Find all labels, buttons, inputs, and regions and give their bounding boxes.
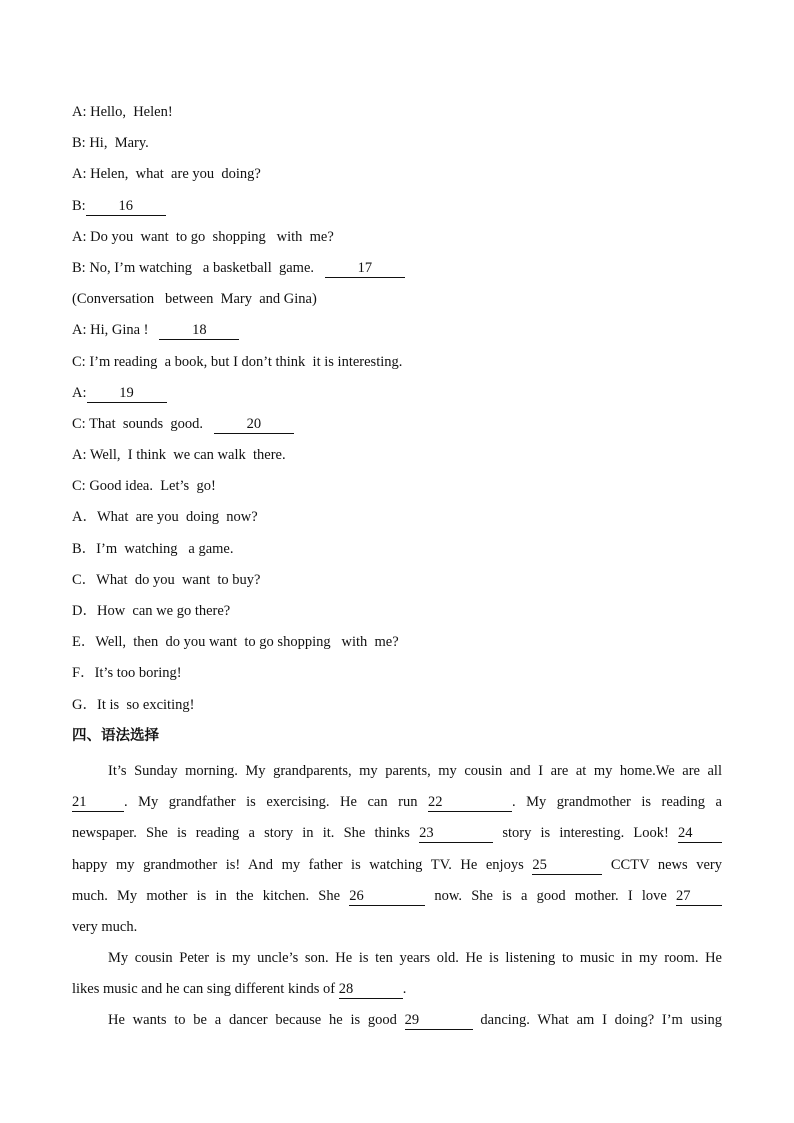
option-text: Well, then do you want to go shopping with me? (95, 634, 399, 651)
dialogue-line (72, 163, 722, 194)
dialogue-line (72, 351, 722, 382)
option-e (72, 631, 722, 662)
option-letter: D． (72, 603, 97, 619)
passage-text: He wants to be a dancer because he is good (108, 1012, 397, 1029)
dialogue-line (72, 226, 722, 257)
passage-text: newspaper. She is reading a story in it. She thinks (72, 825, 410, 842)
dialogue-line (72, 444, 722, 475)
option-letter: E． (72, 634, 96, 651)
worksheet-page (72, 101, 722, 1037)
option-text: What do you want to buy? (96, 571, 261, 588)
answer-blank-19[interactable]: 19 (87, 385, 167, 403)
passage-line (72, 912, 722, 943)
option-letter: C． (72, 571, 97, 588)
dialogue-text: B: Hi, Mary. (72, 135, 149, 152)
passage-text: likes music and he can sing different kinds of (72, 981, 336, 998)
option-text: How can we go there? (96, 603, 231, 619)
answer-blank-20[interactable]: 20 (214, 416, 294, 434)
passage-line (72, 1005, 722, 1036)
passage-line (72, 943, 722, 974)
passage-text: CCTV news very (610, 856, 723, 873)
passage-line (72, 974, 722, 1005)
passage-line (72, 818, 722, 849)
passage-text: very much. (72, 918, 138, 935)
answer-blank-16[interactable]: 16 (86, 198, 166, 216)
dialogue-text: A: Well, I think we can walk there. (72, 447, 286, 464)
answer-blank-28[interactable]: 28 (339, 981, 403, 999)
passage-text: It’s Sunday morning. My grandparents, my parents, my cousin and I are at my home.We are all (108, 762, 722, 779)
passage-line (72, 756, 722, 787)
option-letter: F． (72, 665, 95, 682)
option-text: I’m watching a game. (96, 540, 234, 557)
dialogue-prefix: A: (72, 384, 87, 401)
option-g (72, 694, 722, 725)
dialogue-line (72, 382, 722, 413)
answer-blank-24[interactable]: 24 (678, 825, 722, 843)
option-b (72, 538, 722, 569)
dialogue-line (72, 288, 722, 319)
answer-blank-25[interactable]: 25 (532, 857, 602, 875)
option-a (72, 506, 722, 537)
dialogue-line (72, 257, 722, 288)
passage-text: . My grandmother is reading a (511, 794, 722, 811)
passage-text: dancing. What am I doing? I’m using (480, 1012, 723, 1029)
dialogue-text: (Conversation between Mary and Gina) (72, 291, 317, 308)
dialogue-line (72, 101, 722, 132)
option-c (72, 569, 722, 600)
dialogue-prefix: B: (72, 197, 86, 214)
passage-text: much. My mother is in the kitchen. She (72, 887, 341, 904)
answer-blank-21[interactable]: 21 (72, 794, 124, 812)
dialogue-line (72, 132, 722, 163)
passage-text: happy my grandmother is! And my father is watching TV. He enjoys (72, 856, 524, 873)
answer-blank-23[interactable]: 23 (419, 825, 493, 843)
dialogue-text: C: I’m reading a book, but I don’t think it is interesting. (72, 353, 403, 370)
dialogue-text: C: Good idea. Let’s go! (72, 478, 216, 495)
option-text: It’s too boring! (94, 665, 182, 682)
passage-line (72, 787, 722, 818)
passage-text: . (402, 981, 407, 998)
passage-text: story is interesting. Look! (502, 825, 669, 842)
option-letter: A． (72, 509, 97, 526)
dialogue-text: A: Hello, Helen! (72, 104, 173, 120)
dialogue-line (72, 319, 722, 350)
passage-text: . My grandfather is exercising. He can run (124, 794, 418, 811)
answer-blank-29[interactable]: 29 (405, 1012, 473, 1030)
option-letter: B． (72, 540, 97, 557)
answer-blank-18[interactable]: 18 (159, 322, 239, 340)
option-letter: G． (72, 696, 97, 713)
option-text: It is so exciting! (96, 696, 195, 713)
dialogue-prefix: C: That sounds good. (72, 415, 214, 432)
option-f (72, 662, 722, 693)
passage-text: My cousin Peter is my uncle’s son. He is ten years old. He is listening to music in my room. He (108, 950, 722, 967)
option-d (72, 600, 722, 631)
answer-blank-27[interactable]: 27 (676, 888, 722, 906)
passage-text: now. She is a good mother. I love (434, 887, 667, 904)
option-text: What are you doing now? (96, 509, 258, 526)
answer-blank-26[interactable]: 26 (349, 888, 425, 906)
dialogue-prefix: A: Hi, Gina ! (72, 322, 160, 339)
passage-line (72, 850, 722, 881)
dialogue-line (72, 413, 722, 444)
dialogue-prefix: B: No, I’m watching a basketball game. (72, 259, 325, 276)
dialogue-line (72, 475, 722, 506)
section-heading: 四、语法选择 (72, 727, 159, 744)
dialogue-line (72, 195, 722, 226)
dialogue-text: A: Helen, what are you doing? (72, 166, 261, 183)
answer-blank-17[interactable]: 17 (325, 260, 405, 278)
answer-blank-22[interactable]: 22 (428, 794, 512, 812)
passage-line (72, 881, 722, 912)
dialogue-text: A: Do you want to go shopping with me? (72, 228, 334, 245)
